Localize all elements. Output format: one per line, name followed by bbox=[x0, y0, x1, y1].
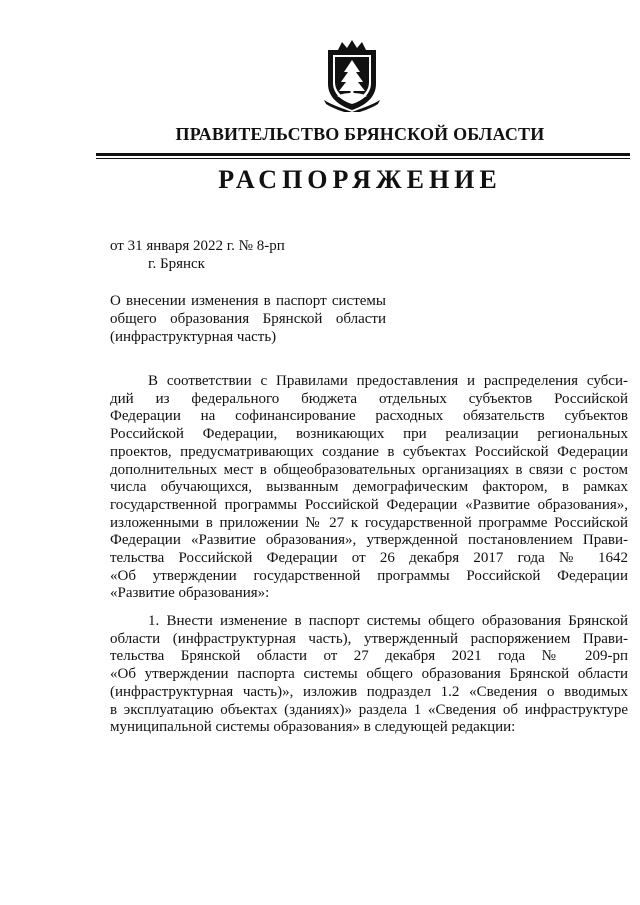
document-type-title: РАСПОРЯЖЕНИЕ bbox=[218, 165, 502, 194]
text-line: проектов, предусматривающих создание в субъектах Российской Федерации bbox=[110, 443, 628, 460]
document-subject bbox=[110, 292, 386, 346]
text-line: тельства Брянской области от 27 декабря 2021 года № 209-рп bbox=[110, 648, 628, 665]
text-line: «Развитие образования»: bbox=[110, 585, 270, 602]
subject-line: общего образования Брянской области bbox=[110, 311, 386, 327]
text-line: области (инфраструктурная часть), утвержденный распоряжением Прави- bbox=[110, 630, 628, 647]
text-line: Федерации на софинансирование расходных обязательств субъектов bbox=[110, 408, 628, 425]
item-1-paragraph bbox=[110, 613, 628, 737]
subject-line: (инфраструктурная часть) bbox=[110, 329, 277, 345]
text-line: изложенными в приложении № 27 к государственной программе Российской bbox=[110, 514, 628, 531]
preamble-paragraph bbox=[110, 373, 628, 603]
text-line: В соответствии с Правилами предоставления и распределения субси- bbox=[148, 373, 628, 389]
text-line: 1. Внести изменение в паспорт системы общего образования Брянской bbox=[148, 613, 628, 629]
subject-line: О внесении изменения в паспорт системы bbox=[110, 293, 386, 309]
text-line: государственной программы Российской Федерации «Развитие образования», bbox=[110, 496, 628, 513]
government-title: ПРАВИТЕЛЬСТВО БРЯНСКОЙ ОБЛАСТИ bbox=[175, 124, 545, 144]
city: г. Брянск bbox=[148, 256, 205, 272]
text-line: «Об утверждении государственной программы Российской Федерации bbox=[110, 567, 628, 584]
date-and-number: от 31 января 2022 г. № 8-рп bbox=[110, 238, 285, 254]
text-line: в эксплуатацию объектах (зданиях)» раздела 1 «Сведения об инфраструктуре bbox=[110, 701, 628, 718]
text-line: дий из федерального бюджета отдельных субъектов Российской bbox=[110, 390, 628, 407]
text-line: муниципальной системы образования» в следующей редакции: bbox=[110, 719, 516, 736]
text-line: дополнительных мест в общеобразовательных организациях в связи с ростом bbox=[110, 461, 628, 478]
text-line: тельства Российской Федерации от 26 декабря 2017 года № 1642 bbox=[110, 550, 628, 567]
text-line: числа обучающихся, вызванным демографическим фактором, в рамках bbox=[110, 479, 628, 496]
text-line: (инфраструктурная часть)», изложив подраздел 1.2 «Сведения о вводимых bbox=[110, 683, 628, 700]
text-line: «Об утверждении паспорта системы общего образования Брянской области bbox=[110, 666, 628, 683]
header-rule-thick bbox=[96, 153, 630, 156]
coat-of-arms-icon bbox=[322, 40, 382, 112]
text-line: Российской Федерации, возникающих при реализации региональных bbox=[110, 426, 628, 443]
text-line: Федерации «Развитие образования», утвержденной постановлением Прави- bbox=[110, 532, 628, 549]
header-rule-thin bbox=[96, 158, 630, 159]
